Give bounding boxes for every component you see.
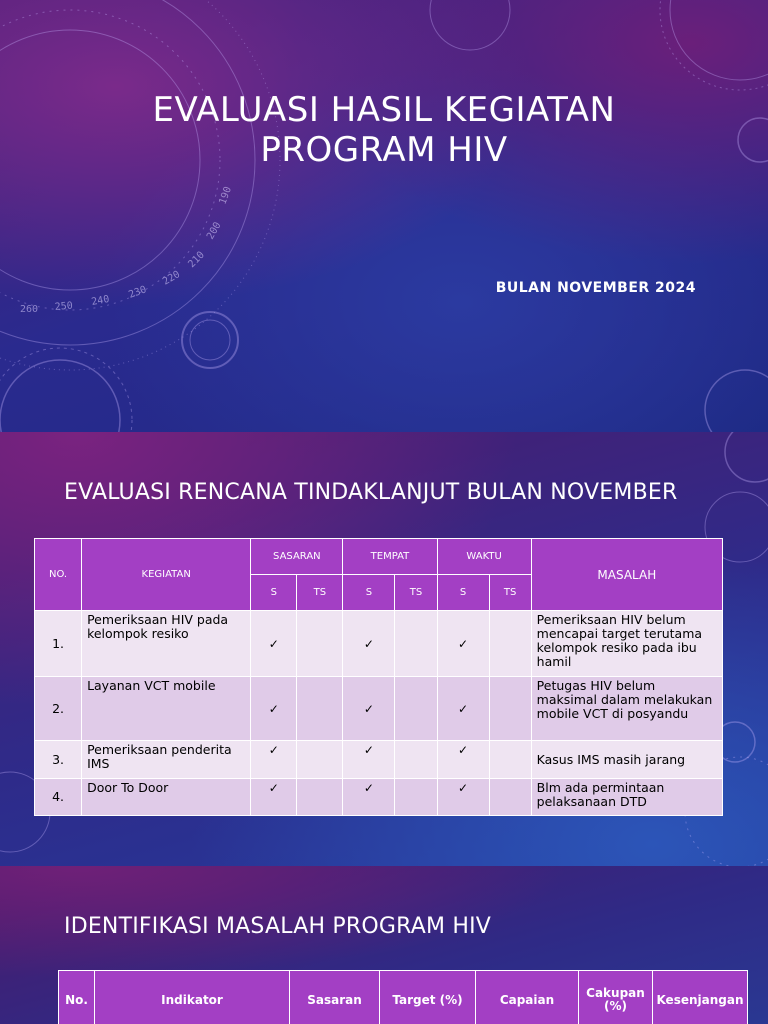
header-s: S bbox=[437, 575, 489, 611]
header-s: S bbox=[343, 575, 395, 611]
empty-cell bbox=[395, 741, 437, 779]
empty-cell bbox=[297, 741, 343, 779]
empty-cell bbox=[489, 779, 531, 816]
check-icon: ✓ bbox=[251, 779, 297, 816]
header-cakupan: Cakupan (%) bbox=[579, 971, 653, 1024]
check-icon: ✓ bbox=[343, 741, 395, 779]
check-icon: ✓ bbox=[437, 677, 489, 741]
empty-cell bbox=[489, 741, 531, 779]
title-line-2: PROGRAM HIV bbox=[260, 130, 508, 170]
empty-cell bbox=[395, 677, 437, 741]
row-kegiatan: Door To Door bbox=[82, 779, 251, 816]
row-kegiatan: Layanan VCT mobile bbox=[82, 677, 251, 741]
row-kegiatan: Pemeriksaan penderita IMS bbox=[82, 741, 251, 779]
title-slide bbox=[0, 0, 768, 432]
check-icon: ✓ bbox=[251, 741, 297, 779]
check-icon: ✓ bbox=[437, 741, 489, 779]
header-waktu: WAKTU bbox=[437, 539, 531, 575]
problem-identification-slide bbox=[0, 866, 768, 1024]
presentation-subtitle: BULAN NOVEMBER 2024 bbox=[495, 280, 696, 296]
presentation-title bbox=[84, 90, 684, 170]
row-masalah: Kasus IMS masih jarang bbox=[531, 741, 722, 779]
check-icon: ✓ bbox=[251, 677, 297, 741]
header-no: No. bbox=[59, 971, 95, 1024]
table-row bbox=[35, 611, 723, 677]
header-ts: TS bbox=[395, 575, 437, 611]
header-masalah: MASALAH bbox=[531, 539, 722, 611]
header-no: NO. bbox=[35, 539, 82, 611]
table-row bbox=[35, 741, 723, 779]
table-row bbox=[35, 779, 723, 816]
header-indikator: Indikator bbox=[95, 971, 290, 1024]
row-no: 4. bbox=[35, 779, 82, 816]
check-icon: ✓ bbox=[251, 611, 297, 677]
empty-cell bbox=[395, 779, 437, 816]
decorative-circles bbox=[0, 0, 768, 432]
slide-title: EVALUASI RENCANA TINDAKLANJUT BULAN NOVEMBER bbox=[64, 480, 678, 505]
header-sasaran: Sasaran bbox=[290, 971, 380, 1024]
slide-title: IDENTIFIKASI MASALAH PROGRAM HIV bbox=[64, 914, 492, 939]
empty-cell bbox=[297, 611, 343, 677]
title-line-1: EVALUASI HASIL KEGIATAN bbox=[152, 90, 616, 130]
header-s: S bbox=[251, 575, 297, 611]
empty-cell bbox=[297, 677, 343, 741]
header-capaian: Capaian bbox=[476, 971, 579, 1024]
row-kegiatan: Pemeriksaan HIV pada kelompok resiko bbox=[82, 611, 251, 677]
evaluation-table bbox=[34, 538, 723, 816]
header-ts: TS bbox=[489, 575, 531, 611]
dial-label: 210 bbox=[186, 249, 207, 271]
problem-table bbox=[58, 970, 748, 1024]
dial-label: 260 bbox=[20, 304, 39, 315]
row-masalah: Blm ada permintaan pelaksanaan DTD bbox=[531, 779, 722, 816]
row-no: 3. bbox=[35, 741, 82, 779]
header-tempat: TEMPAT bbox=[343, 539, 437, 575]
check-icon: ✓ bbox=[343, 677, 395, 741]
check-icon: ✓ bbox=[437, 611, 489, 677]
empty-cell bbox=[395, 611, 437, 677]
evaluation-slide bbox=[0, 432, 768, 866]
row-masalah: Petugas HIV belum maksimal dalam melakukan mobile VCT di posyandu bbox=[531, 677, 722, 741]
row-masalah: Pemeriksaan HIV belum mencapai target terutama kelompok resiko pada ibu hamil bbox=[531, 611, 722, 677]
empty-cell bbox=[489, 677, 531, 741]
header-target: Target (%) bbox=[380, 971, 476, 1024]
header-kesenjangan: Kesenjangan bbox=[653, 971, 748, 1024]
table-row bbox=[35, 677, 723, 741]
empty-cell bbox=[297, 779, 343, 816]
check-icon: ✓ bbox=[343, 611, 395, 677]
dial-label: 240 bbox=[90, 293, 111, 308]
dial-label: 200 bbox=[205, 220, 224, 242]
row-no: 2. bbox=[35, 677, 82, 741]
check-icon: ✓ bbox=[343, 779, 395, 816]
dial-label: 250 bbox=[54, 300, 74, 313]
row-no: 1. bbox=[35, 611, 82, 677]
empty-cell bbox=[489, 611, 531, 677]
header-ts: TS bbox=[297, 575, 343, 611]
check-icon: ✓ bbox=[437, 779, 489, 816]
dial-label: 190 bbox=[217, 185, 234, 207]
header-sasaran: SASARAN bbox=[251, 539, 343, 575]
header-kegiatan: KEGIATAN bbox=[82, 539, 251, 611]
dial-label: 220 bbox=[161, 269, 183, 288]
dial-label: 230 bbox=[127, 284, 148, 301]
